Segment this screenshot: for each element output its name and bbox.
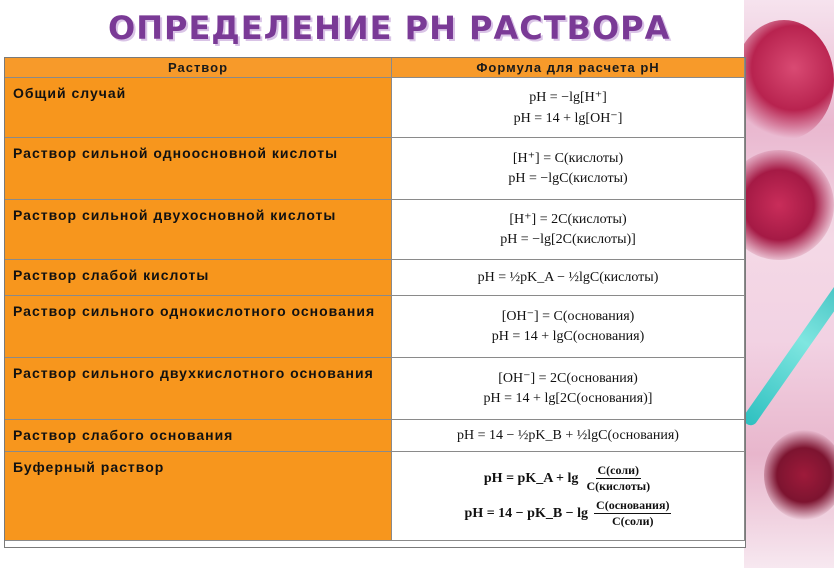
formula: pH = −lg[H⁺]	[529, 89, 607, 105]
row-formulas	[392, 420, 745, 452]
formula: pH = −lg[2C(кислоты)]	[500, 232, 636, 247]
row-formulas	[392, 138, 745, 200]
formula: pH = 14 + lgC(основания)	[491, 329, 645, 344]
row-label: Раствор сильной двухосновной кислоты	[5, 200, 392, 260]
row-label: Общий случай	[5, 78, 392, 138]
formula: [H⁺] = C(кислоты)	[512, 151, 624, 166]
decorative-background-art	[744, 0, 834, 568]
column-header-formula: Формула для расчета pH	[392, 58, 745, 78]
formula: pH = 14 + lg[2C(основания)]	[483, 391, 653, 406]
row-formulas	[392, 200, 745, 260]
row-formulas	[392, 358, 745, 420]
formula: [H⁺] = 2C(кислоты)	[509, 212, 627, 227]
row-label: Раствор слабой кислоты	[5, 260, 392, 296]
row-formulas	[392, 296, 745, 358]
column-header-solution: Раствор	[5, 58, 392, 78]
buffer-formula: pH = 14 − pK_B − lg $\frac{\text{C(основания)}}{\text{C(соли)}}$	[464, 498, 670, 528]
formula: [OH⁻] = C(основания)	[501, 309, 635, 324]
row-formulas	[392, 452, 745, 541]
page-title: ОПРЕДЕЛЕНИЕ PH РАСТВОРА	[108, 9, 671, 47]
row-formulas	[392, 260, 745, 296]
ph-formula-table	[4, 57, 746, 548]
petal-decoration	[744, 20, 834, 140]
petal-decoration	[764, 430, 834, 520]
row-label: Раствор сильного однокислотного основания	[5, 296, 392, 358]
stem-decoration	[744, 256, 834, 428]
row-label: Раствор слабого основания	[5, 420, 392, 452]
formula: pH = ½pK_A − ½lgC(кислоты)	[477, 269, 659, 285]
fraction: $\frac{\text{C(соли)}}{\text{C(кислоты)}}$	[586, 463, 651, 493]
row-label: Раствор сильной одноосновной кислоты	[5, 138, 392, 200]
formula: pH = 14 − ½pK_B + ½lgC(основания)	[457, 427, 679, 443]
row-formulas	[392, 78, 745, 138]
petal-decoration	[744, 150, 834, 260]
fraction: $\frac{\text{C(основания)}}{\text{C(соли)}}$	[596, 498, 670, 528]
formula: pH = −lgC(кислоты)	[508, 171, 628, 186]
formula: [OH⁻] = 2C(основания)	[498, 371, 638, 386]
row-label: Раствор сильного двухкислотного основания	[5, 358, 392, 420]
formula: pH = 14 + lg[OH⁻]	[513, 110, 623, 126]
buffer-formula: pH = pK_A + lg $\frac{\text{C(соли)}}{\text{C(кислоты)}}$	[483, 463, 651, 493]
row-label: Буферный раствор	[5, 452, 392, 541]
